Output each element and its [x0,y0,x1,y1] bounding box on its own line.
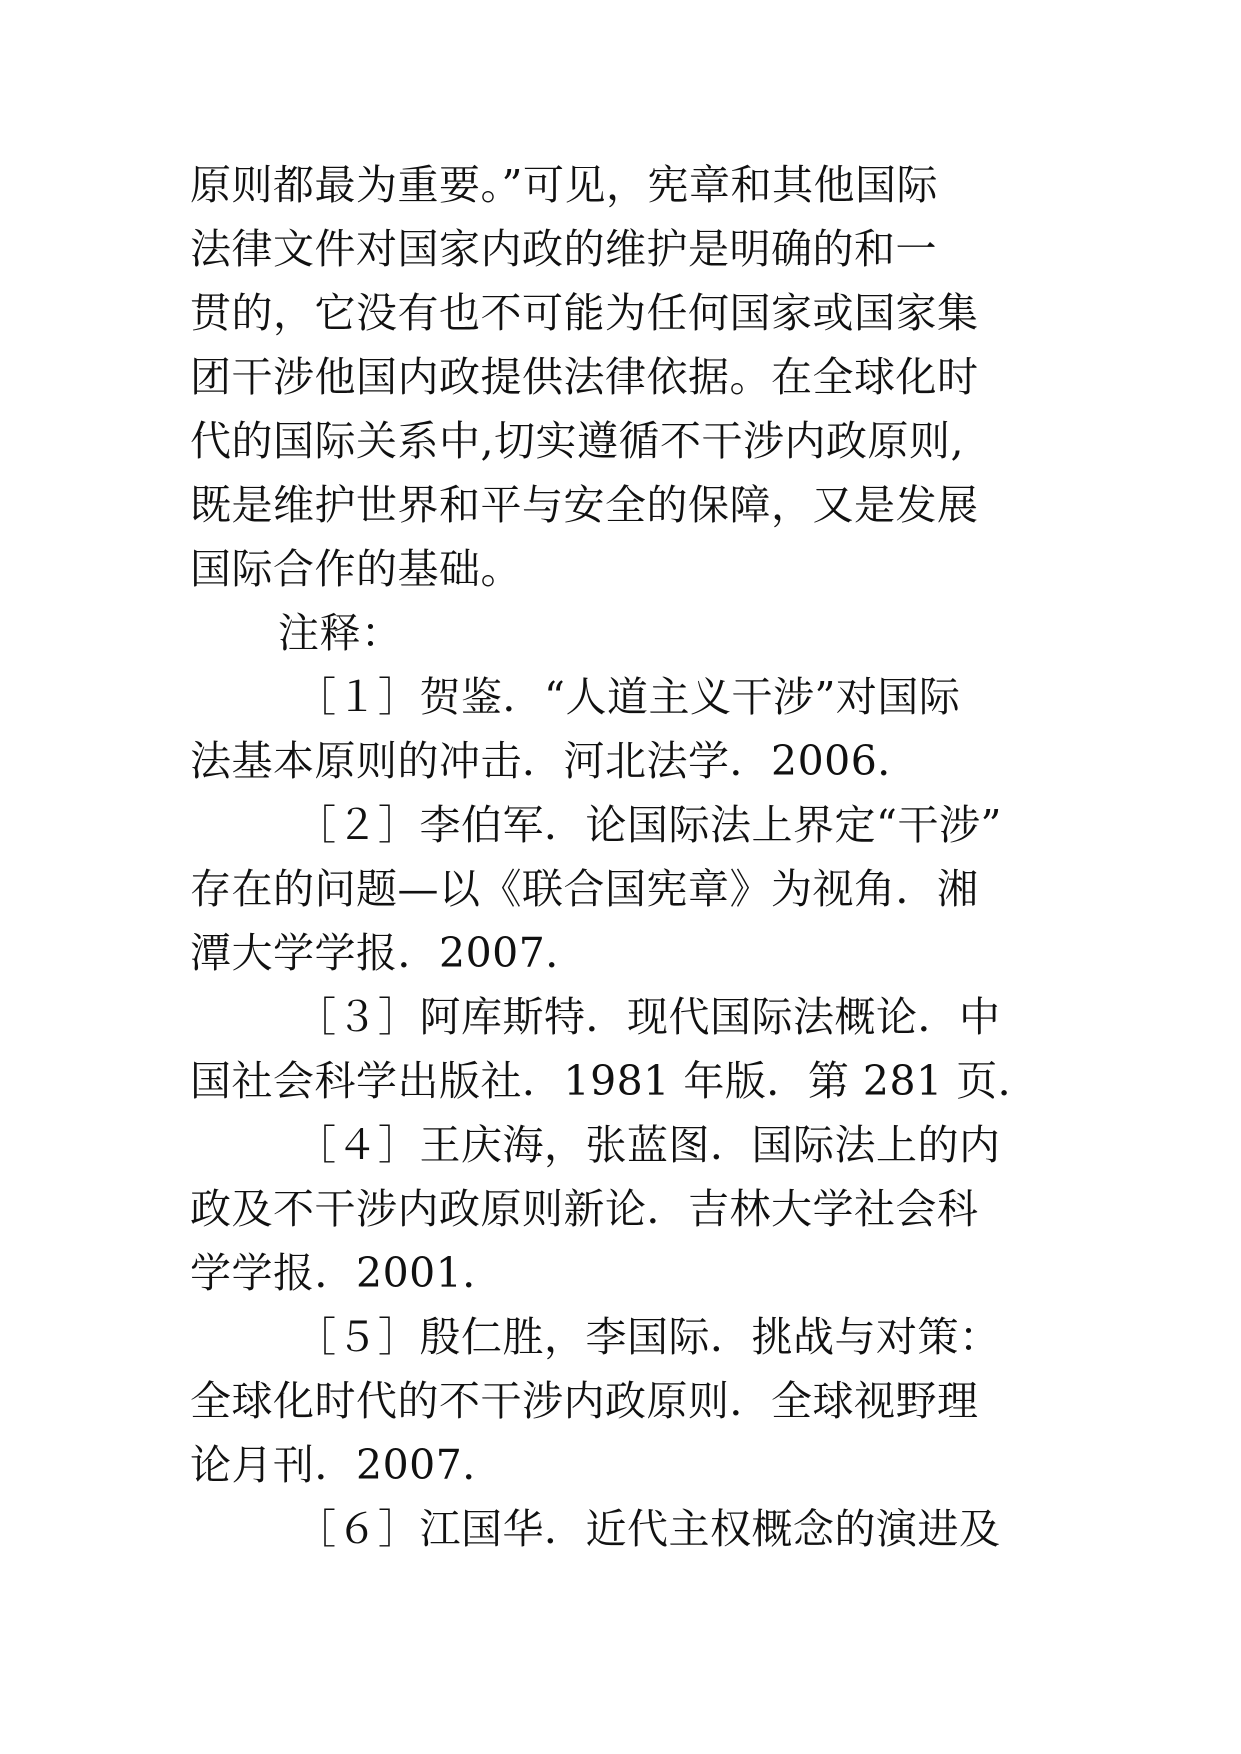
body-line: 贯的，它没有也不可能为任何国家或国家集 [190,289,979,337]
reference-5-first-line: ［５］殷仁胜，李国际．挑战与对策： [295,1313,1001,1361]
reference-4-continuation: 政及不干涉内政原则新论．吉林大学社会科 [190,1185,979,1233]
body-line: 法律文件对国家内政的维护是明确的和一 [190,225,937,273]
body-line: 团干涉他国内政提供法律依据。在全球化时 [190,353,979,401]
reference-3-first-line: ［３］阿库斯特．现代国际法概论．中 [295,993,1001,1041]
reference-2-continuation: 存在的问题—以《联合国宪章》为视角．湘 [190,865,979,913]
reference-1-first-line: ［１］贺鉴．“人道主义干涉”对国际 [295,673,961,721]
reference-4-continuation: 学学报．2001． [190,1249,504,1297]
body-line: 国际合作的基础。 [190,545,522,593]
reference-1-continuation: 法基本原则的冲击．河北法学．2006． [190,737,919,785]
document-body [190,153,1060,1561]
reference-3-continuation: 国社会科学出版社．1981 年版．第 281 页． [190,1057,1040,1105]
reference-2-first-line: ［２］李伯军．论国际法上界定“干涉” [295,801,1002,849]
reference-6-first-line: ［６］江国华．近代主权概念的演进及 [295,1505,1001,1553]
reference-5-continuation: 论月刊．2007． [190,1441,504,1489]
reference-5-continuation: 全球化时代的不干涉内政原则．全球视野理 [190,1377,979,1425]
body-line: 代的国际关系中,切实遵循不干涉内政原则, [190,417,965,465]
body-line: 既是维护世界和平与安全的保障，又是发展 [190,481,979,529]
body-line: 原则都最为重要。”可见，宪章和其他国际 [190,161,938,209]
reference-4-first-line: ［４］王庆海，张蓝图．国际法上的内 [295,1121,1001,1169]
reference-2-continuation: 潭大学学报．2007． [190,929,587,977]
notes-heading: 注释： [278,609,403,657]
